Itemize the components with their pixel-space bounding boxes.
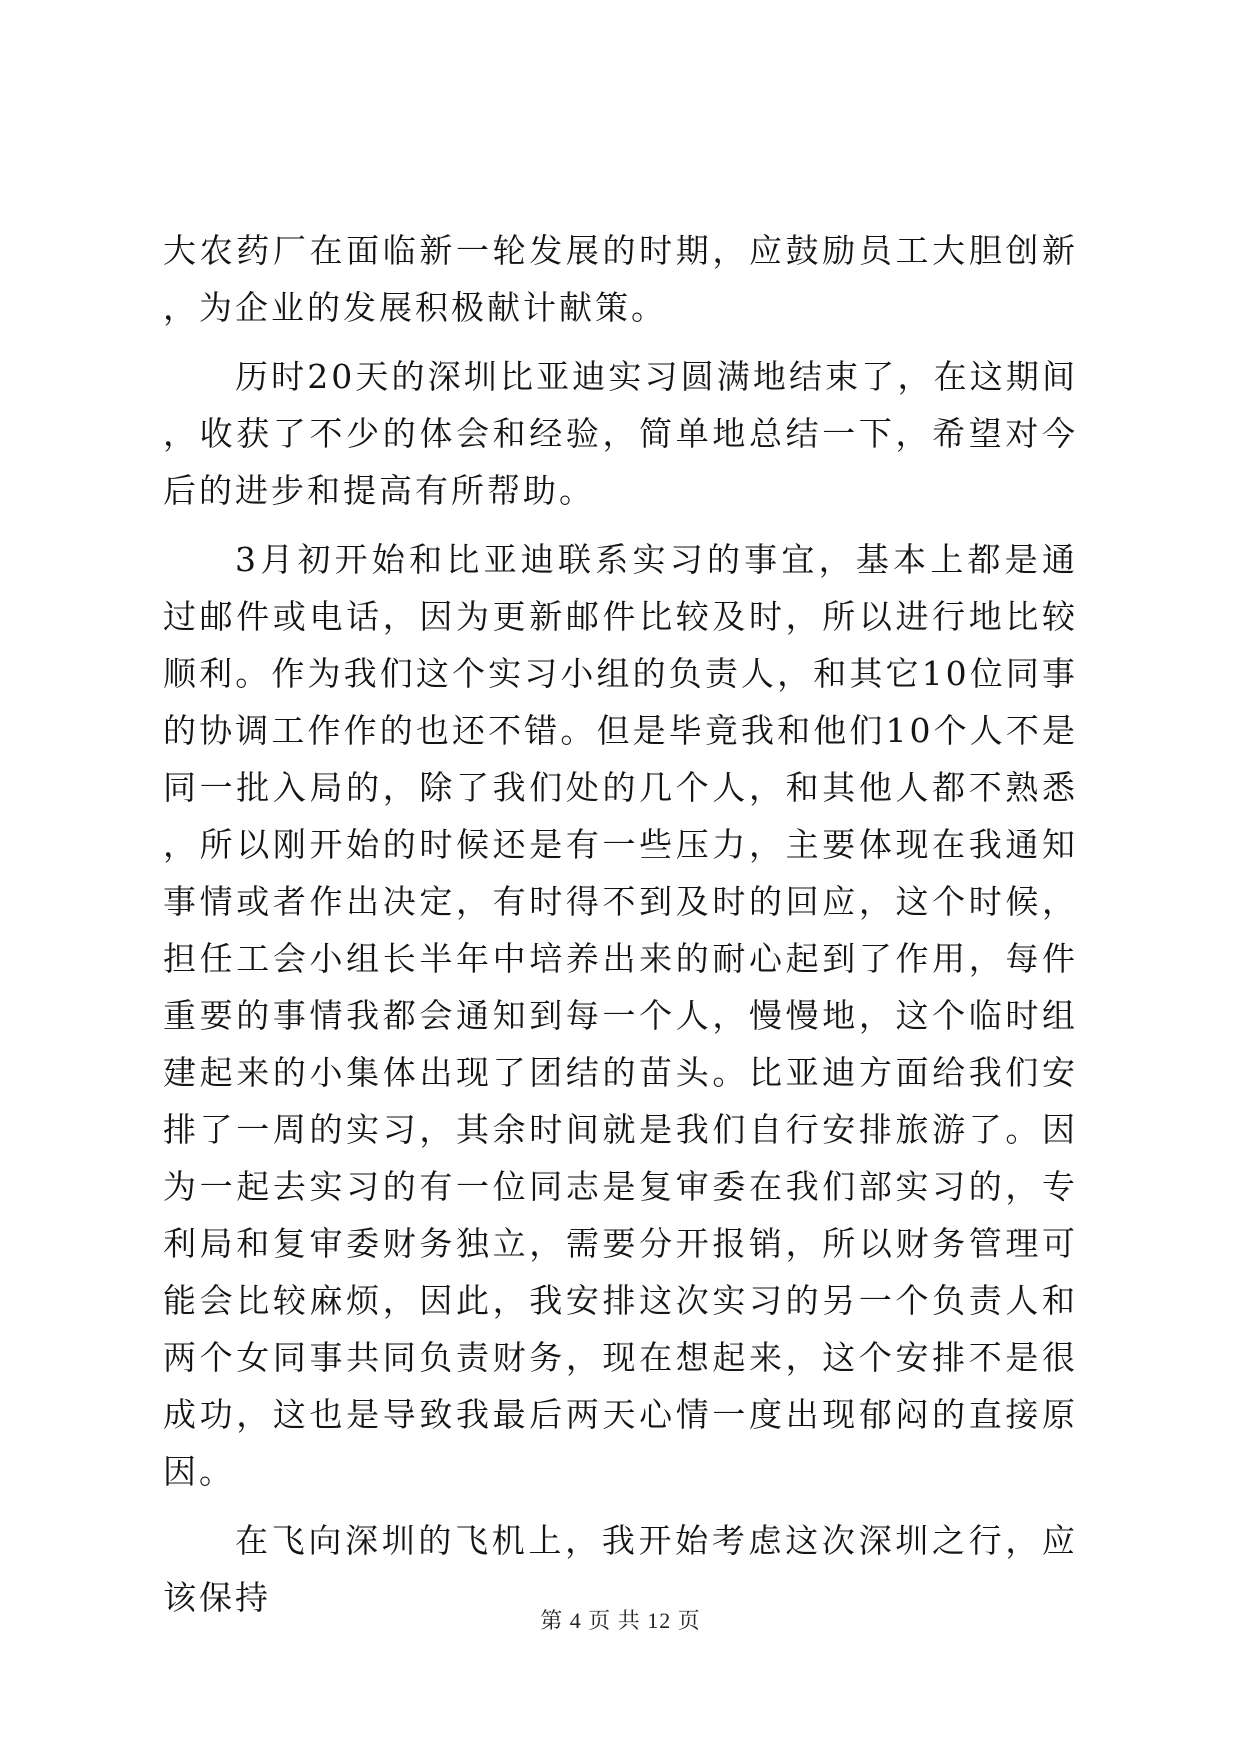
document-body: [163, 222, 1078, 1626]
page-footer: 第 4 页 共 12 页: [540, 1608, 701, 1633]
paragraph-3: 3月初开始和比亚迪联系实习的事宜，基本上都是通过邮件或电话，因为更新邮件比较及时，所以进行地比较顺利。作为我们这个实习小组的负责人，和其它10位同事的协调工作作的也还不错。但是毕竟我和他们10个人不是同一批入局的，除了我们处的几个人，和其他人都不熟悉，所以刚开始的时候还是有一些压力，主要体现在我通知事情或者作出决定，有时得不到及时的回应，这个时候，担任工会小组长半年中培养出来的耐心起到了作用，每件重要的事情我都会通知到每一个人，慢慢地，这个临时组建起来的小集体出现了团结的苗头。比亚迪方面给我们安排了一周的实习，其余时间就是我们自行安排旅游了。因为一起去实习的有一位同志是复审委在我们部实习的，专利局和复审委财务独立，需要分开报销，所以财务管理可能会比较麻烦，因此，我安排这次实习的另一个负责人和两个女同事共同负责财务，现在想起来，这个安排不是很成功，这也是导致我最后两天心情一度出现郁闷的直接原因。: [163, 540, 1078, 1491]
paragraph-4: 在飞向深圳的飞机上，我开始考虑这次深圳之行，应该保持: [163, 1521, 1078, 1617]
paragraph-1: 大农药厂在面临新一轮发展的时期，应鼓励员工大胆创新，为企业的发展积极献计献策。: [163, 231, 1078, 327]
paragraph-2: 历时20天的深圳比亚迪实习圆满地结束了，在这期间，收获了不少的体会和经验，简单地总结一下，希望对今后的进步和提高有所帮助。: [163, 357, 1078, 510]
